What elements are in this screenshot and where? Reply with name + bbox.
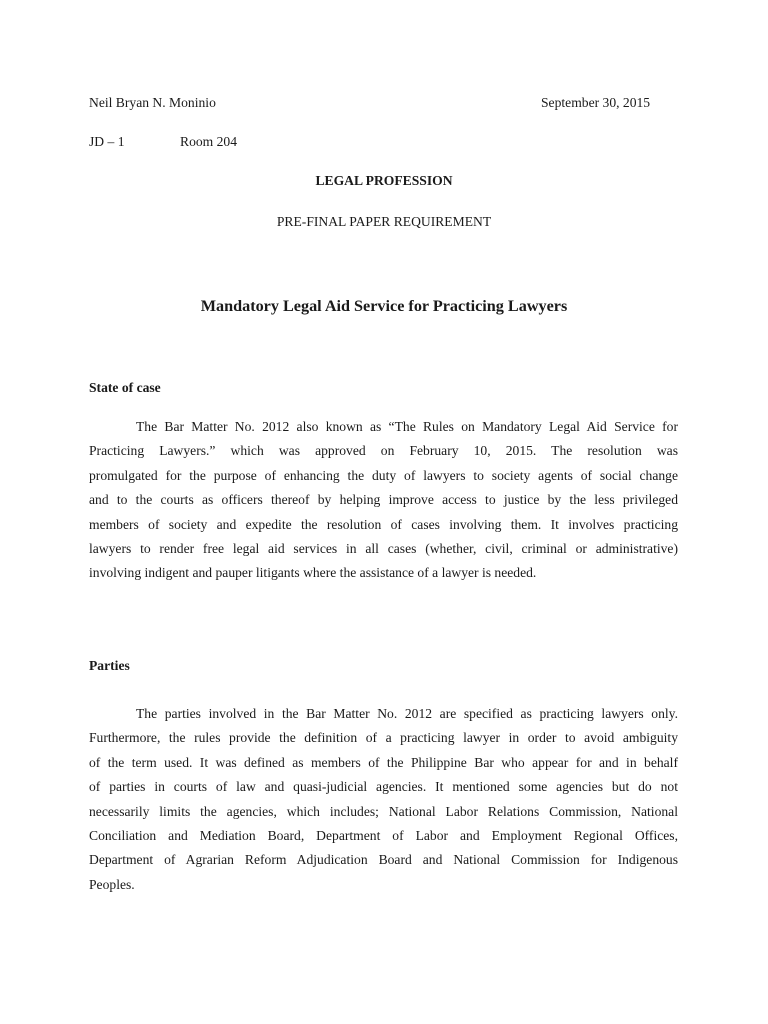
- document-date: September 30, 2015: [541, 95, 651, 110]
- course-heading: LEGAL PROFESSION: [315, 173, 453, 188]
- section-body-state-of-case: [89, 415, 678, 586]
- paragraph-line: Furthermore, the rules provide the definition of a practicing lawyer in order to avoid ambiguity: [89, 730, 678, 746]
- section-heading-state-of-case: State of case: [89, 380, 161, 395]
- class-label: JD – 1: [89, 134, 125, 149]
- paragraph-line: Peoples.: [89, 876, 135, 892]
- room-label: Room 204: [180, 134, 238, 149]
- paper-title: Mandatory Legal Aid Service for Practicing Lawyers: [200, 297, 568, 315]
- paragraph-line: Department of Agrarian Reform Adjudication Board and National Commission for Indigenous: [89, 852, 678, 868]
- paragraph-line: The Bar Matter No. 2012 also known as “The Rules on Mandatory Legal Aid Service for: [136, 419, 678, 434]
- paragraph-line: members of society and expedite the resolution of cases involving them. It involves practicing: [89, 516, 678, 532]
- section-body-parties: [89, 702, 678, 897]
- paragraph-line: promulgated for the purpose of enhancing the duty of lawyers to society agents of social change: [89, 467, 678, 483]
- requirement-heading: PRE-FINAL PAPER REQUIREMENT: [276, 214, 492, 229]
- section-heading-parties: Parties: [89, 658, 130, 673]
- paragraph-line: and to the courts as officers thereof by helping improve access to justice by the less privileged: [89, 492, 678, 508]
- paragraph-line: of parties in courts of law and quasi-judicial agencies. It mentioned some agencies but do not: [89, 779, 678, 795]
- paragraph-line: necessarily limits the agencies, which includes; National Labor Relations Commission, National: [89, 803, 678, 819]
- paragraph-line: Practicing Lawyers.” which was approved on February 10, 2015. The resolution was: [89, 443, 678, 459]
- paragraph-line: involving indigent and pauper litigants where the assistance of a lawyer is needed.: [89, 565, 537, 581]
- paragraph-line: The parties involved in the Bar Matter No. 2012 are specified as practicing lawyers only.: [136, 706, 678, 721]
- paragraph-line: of the term used. It was defined as members of the Philippine Bar who appear for and in behalf: [89, 754, 678, 770]
- paragraph-line: lawyers to render free legal aid services in all cases (whether, civil, criminal or administrative): [89, 540, 678, 556]
- paragraph-line: Conciliation and Mediation Board, Department of Labor and Employment Regional Offices,: [89, 827, 678, 843]
- author-name: Neil Bryan N. Moninio: [89, 95, 216, 110]
